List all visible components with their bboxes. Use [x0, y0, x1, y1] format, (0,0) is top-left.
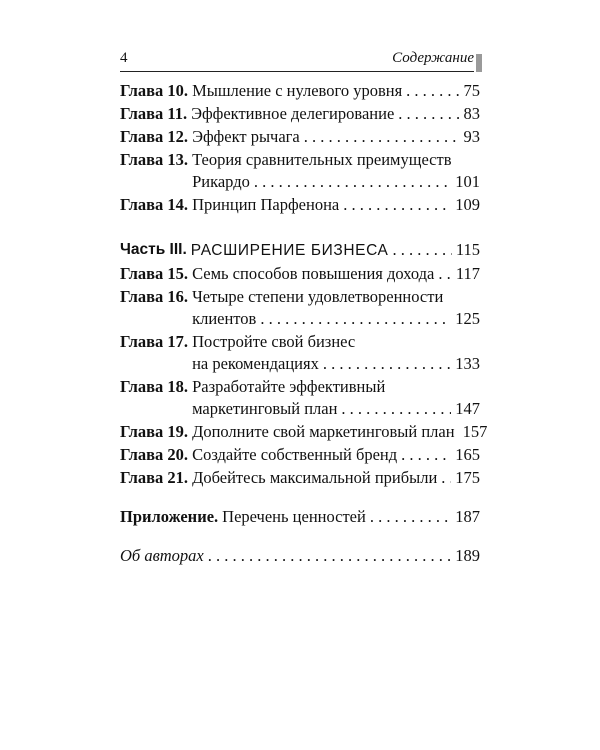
- toc-label: Приложение.: [120, 507, 219, 526]
- toc-page: 187: [455, 507, 480, 526]
- toc-page: 93: [463, 127, 480, 146]
- dot-leader: [254, 171, 451, 193]
- toc-page: 83: [463, 104, 480, 123]
- toc-entry-chapter-17[interactable]: [120, 331, 480, 375]
- toc-entry-chapter-20[interactable]: [120, 444, 480, 466]
- header-rule: [120, 71, 474, 72]
- toc-label: Глава 11.: [120, 104, 188, 123]
- toc-page: 175: [455, 468, 480, 487]
- toc-title-line-1: Четыре степени удовлетворенности: [192, 287, 444, 306]
- toc-entry-chapter-13[interactable]: [120, 149, 480, 193]
- toc-entry-appendix[interactable]: [120, 506, 480, 528]
- toc-entry-chapter-12[interactable]: [120, 126, 480, 148]
- toc-title: РАСШИРЕНИЕ БИЗНЕСА: [190, 242, 389, 259]
- dot-leader: [401, 444, 451, 466]
- toc-title-line-1: Постройте свой бизнес: [192, 332, 356, 351]
- dot-leader: [343, 194, 451, 216]
- toc-entry-chapter-19[interactable]: [120, 421, 488, 443]
- toc-title: Дополните свой маркетинговый план: [192, 422, 455, 441]
- toc-label: Глава 14.: [120, 195, 189, 214]
- toc-label: Глава 12.: [120, 127, 189, 146]
- toc-title: Создайте собственный бренд: [192, 445, 398, 464]
- dot-leader: [323, 353, 451, 375]
- toc-page: 101: [455, 172, 480, 191]
- toc-entry-chapter-14[interactable]: [120, 194, 480, 216]
- dot-leader: [341, 398, 451, 420]
- dot-leader: [398, 103, 459, 125]
- dot-leader: [438, 263, 452, 285]
- toc-title-line-2: маркетинговый план: [192, 399, 338, 418]
- toc-entry-chapter-11[interactable]: [120, 103, 480, 125]
- toc-page: 109: [455, 195, 480, 214]
- toc-entry-part-3[interactable]: [120, 239, 480, 262]
- toc-title: Об авторах: [120, 546, 204, 565]
- dot-leader: [406, 80, 459, 102]
- toc-title: Принцип Парфенона: [192, 195, 340, 214]
- toc-label: Глава 20.: [120, 445, 189, 464]
- toc-title-line-1: Теория сравнительных преимуществ: [192, 150, 452, 169]
- toc-title-line-2: на рекомендациях: [192, 354, 319, 373]
- toc-title-line-2: клиентов: [192, 309, 257, 328]
- dot-leader: [260, 308, 451, 330]
- toc-page: 165: [455, 445, 480, 464]
- toc-label: Глава 13.: [120, 150, 189, 169]
- toc-entry-about-authors[interactable]: [120, 545, 480, 567]
- toc-entry-chapter-16[interactable]: [120, 286, 480, 330]
- toc-label: Глава 21.: [120, 468, 189, 487]
- toc-label: Глава 17.: [120, 332, 189, 351]
- toc-label: Часть III.: [120, 241, 187, 258]
- dot-leader: [304, 126, 460, 148]
- toc-title: Семь способов повышения дохода: [192, 264, 435, 283]
- dot-leader: [393, 239, 452, 261]
- toc-page: 75: [463, 81, 480, 100]
- toc-page: 133: [455, 354, 480, 373]
- toc-entry-chapter-21[interactable]: [120, 467, 480, 489]
- toc-entry-chapter-18[interactable]: [120, 376, 480, 420]
- toc-title: Эффект рычага: [192, 127, 300, 146]
- toc-label: Глава 16.: [120, 287, 189, 306]
- toc-title: Мышление с нулевого уровня: [192, 81, 403, 100]
- toc-label: Глава 15.: [120, 264, 189, 283]
- toc-page: 125: [455, 309, 480, 328]
- page-number: 4: [120, 50, 128, 66]
- toc-page: 189: [455, 546, 480, 565]
- header-edge-bar: [476, 54, 482, 72]
- running-title: Содержание: [392, 50, 474, 66]
- toc-title: Эффективное делегирование: [191, 104, 395, 123]
- dot-leader: [208, 545, 452, 567]
- toc-entry-chapter-10[interactable]: [120, 80, 480, 102]
- toc-label: Глава 18.: [120, 377, 189, 396]
- toc-title: Добейтесь максимальной прибыли: [192, 468, 438, 487]
- toc-page: 157: [462, 422, 488, 441]
- toc-label: Глава 19.: [120, 422, 189, 441]
- toc-page: 115: [455, 240, 480, 259]
- toc-page: 147: [455, 399, 480, 418]
- toc-label: Глава 10.: [120, 81, 189, 100]
- toc-title-line-2: Рикардо: [192, 172, 250, 191]
- dot-leader: [370, 506, 451, 528]
- toc-title: Перечень ценностей: [222, 507, 366, 526]
- toc-entry-chapter-15[interactable]: [120, 263, 480, 285]
- table-of-contents: [120, 80, 488, 568]
- toc-title-line-1: Разработайте эффективный: [192, 377, 386, 396]
- running-header: [120, 50, 482, 74]
- dot-leader: [441, 467, 451, 489]
- toc-page: 117: [455, 264, 480, 283]
